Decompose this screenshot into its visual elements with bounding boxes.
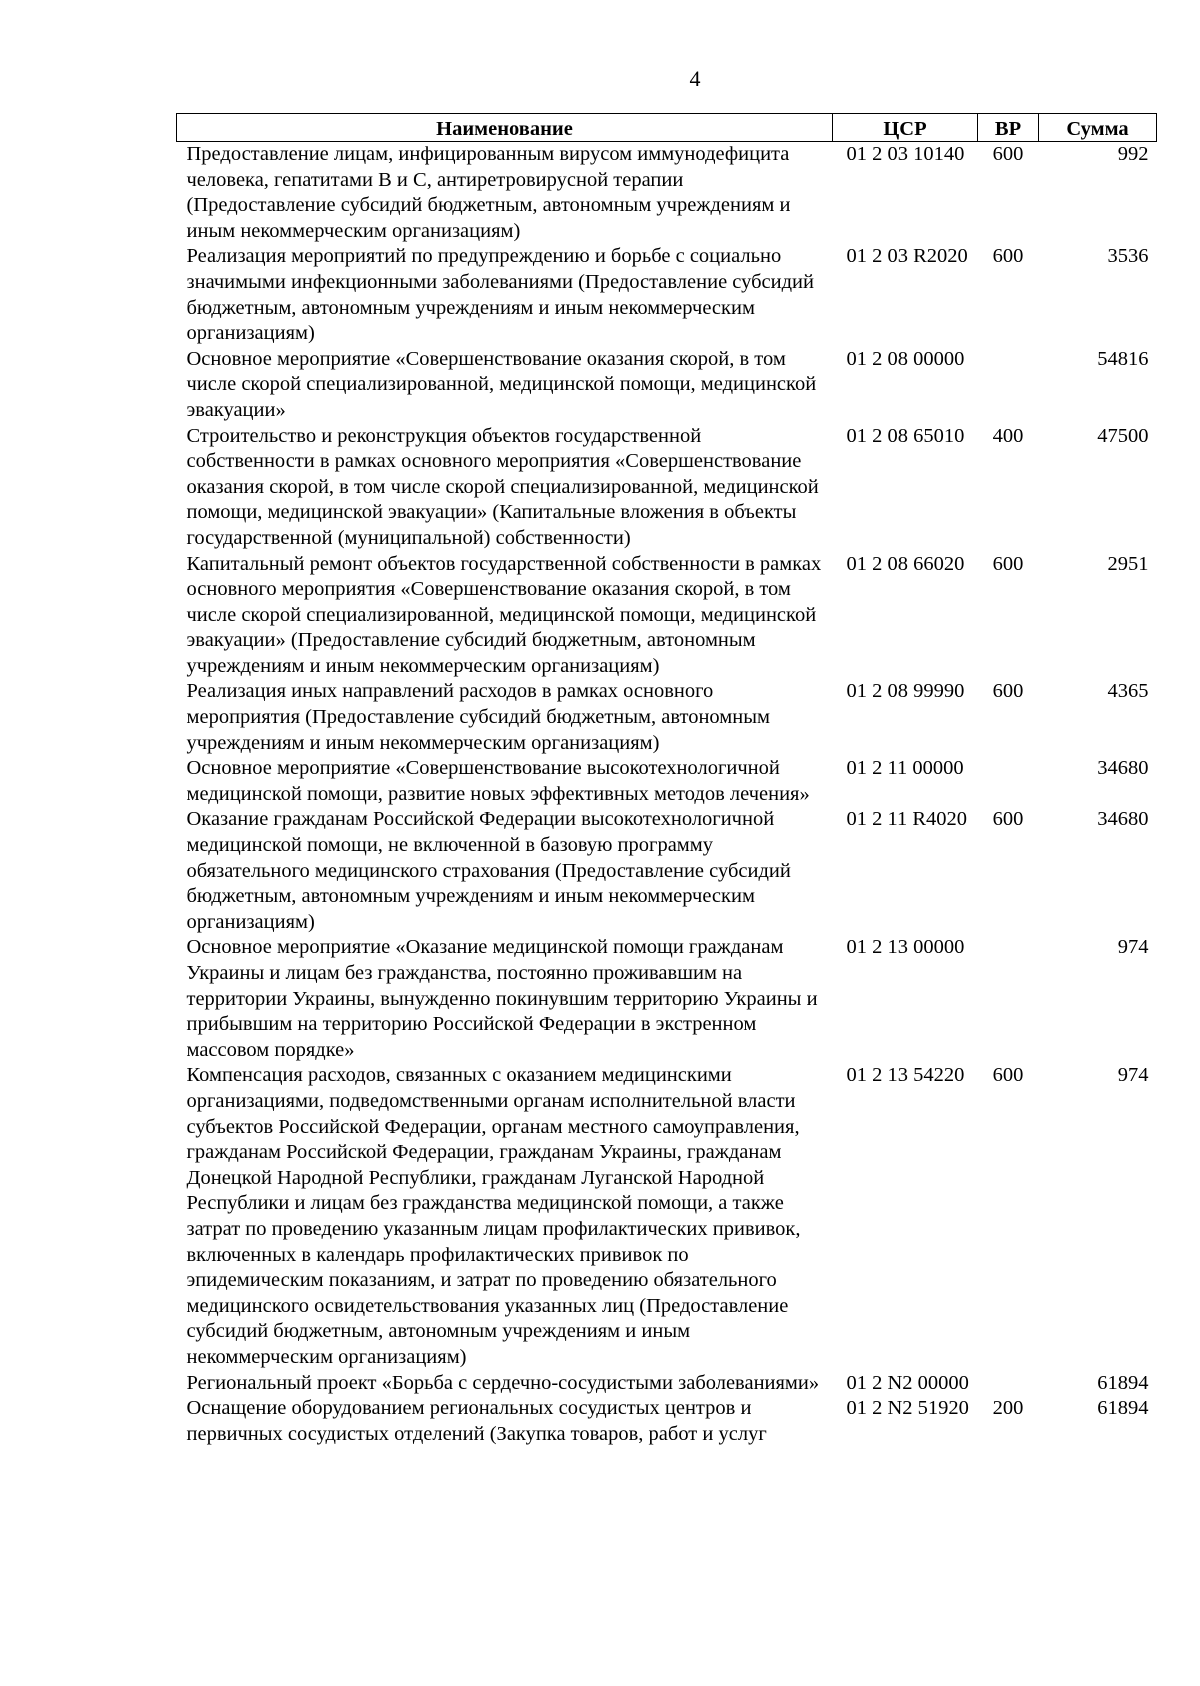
row-vr: 600 [992,245,1024,268]
header-sum: Сумма [1039,114,1157,142]
row-sum: 4365 [1107,680,1149,703]
table-row [177,1396,1157,1447]
row-name: Основное мероприятие «Оказание медицинской помощи гражданам Украины и лицам без гражданства, постоянно проживавшим на территории Украины, вынужденно покинувшим территорию Украины и прибывшим на территорию Российской Федерации в экстренном массовом порядке» [186,936,818,1061]
header-vr: ВР [978,114,1039,142]
row-csr: 01 2 03 R2020 [846,245,968,268]
row-name: Компенсация расходов, связанных с оказанием медицинскими организациями, подведомственными органам исполнительной власти субъектов Российской Федерации, органам местного самоуправления, гражданам Российской Федерации, гражданам Украины, гражданам Донецкой Народной Республики, гражданам Луганской Народной Республики и лицам без гражданства медицинской помощи, а также затрат по проведению указанным лицам профилактических прививок, включенных в календарь профилактических прививок по эпидемическим показаниям, и затрат по проведению обязательного медицинского освидетельствования указанных лиц (Предоставление субсидий бюджетным, автономным учреждениям и иным некоммерческим организациям) [186,1064,801,1368]
row-csr: 01 2 N2 00000 [846,1371,969,1394]
row-csr: 01 2 13 54220 [846,1064,965,1087]
table-row [177,1371,1157,1397]
page-number: 4 [689,66,701,91]
row-csr: 01 2 11 00000 [846,757,964,780]
table-row [177,756,1157,807]
row-name: Основное мероприятие «Совершенствование высокотехнологичной медицинской помощи, развитие новых эффективных методов лечения» [186,757,810,805]
table-row [177,244,1157,346]
row-csr: 01 2 11 R4020 [846,808,968,831]
row-vr: 200 [992,1397,1024,1420]
row-name: Предоставление лицам, инфицированным вирусом иммунодефицита человека, гепатитами B и C, антиретровирусной терапии (Предоставление субсидий бюджетным, автономным учреждениям и иным некоммерческим организациям) [186,143,791,242]
row-name: Строительство и реконструкция объектов государственной собственности в рамках основного мероприятия «Совершенствование оказания скорой, в том числе скорой специализированной, медицинской помощи, медицинской эвакуации» (Капитальные вложения в объекты государственной (муниципальной) собственности) [186,424,819,549]
table-row [177,142,1157,245]
row-sum: 974 [1117,936,1149,959]
table-row [177,347,1157,424]
row-csr: 01 2 13 00000 [846,936,965,959]
row-sum: 47500 [1097,424,1149,447]
table-row [177,1063,1157,1370]
row-csr: 01 2 08 65010 [846,424,965,447]
table-row [177,807,1157,935]
row-vr: 600 [992,1064,1024,1087]
row-name: Капитальный ремонт объектов государственной собственности в рамках основного мероприятия «Совершенствование оказания скорой, в том числе скорой специализированной, медицинской помощи, медицинской эвакуации» (Предоставление субсидий бюджетным, автономным учреждениям и иным некоммерческим организациям) [186,552,822,677]
row-csr: 01 2 08 99990 [846,680,965,703]
row-sum: 61894 [1097,1371,1149,1394]
row-vr: 600 [992,552,1024,575]
row-vr [978,1371,1039,1397]
row-sum: 3536 [1107,245,1149,268]
row-vr [978,347,1039,424]
row-csr: 01 2 08 00000 [846,347,965,370]
row-sum: 992 [1117,143,1149,165]
table-row [177,935,1157,1063]
row-name: Основное мероприятие «Совершенствование оказания скорой, в том числе скорой специализированной, медицинской помощи, медицинской эвакуации» [186,347,817,421]
header-csr: ЦСР [833,114,978,142]
row-csr: 01 2 08 66020 [846,552,965,575]
row-name: Региональный проект «Борьба с сердечно-сосудистыми заболеваниями» [186,1371,820,1394]
table-row [177,424,1157,552]
row-csr: 01 2 03 10140 [846,143,965,165]
row-csr: 01 2 N2 51920 [846,1397,969,1420]
row-vr: 600 [992,680,1024,703]
budget-table [176,113,1157,1447]
table-row [177,679,1157,756]
row-vr: 600 [992,808,1024,831]
row-sum: 974 [1117,1064,1149,1087]
row-vr: 600 [992,143,1024,165]
row-sum: 61894 [1097,1397,1149,1420]
row-vr [978,756,1039,807]
row-name: Оснащение оборудованием региональных сосудистых центров и первичных сосудистых отделений (Закупка товаров, работ и услуг [186,1397,767,1445]
header-name: Наименование [177,114,833,142]
row-sum: 54816 [1097,347,1149,370]
table-header-row [177,114,1157,142]
row-sum: 2951 [1107,552,1149,575]
row-sum: 34680 [1097,808,1149,831]
row-sum: 34680 [1097,757,1149,780]
row-vr: 400 [992,424,1024,447]
table-row [177,552,1157,680]
row-name: Реализация иных направлений расходов в рамках основного мероприятия (Предоставление субсидий бюджетным, автономным учреждениям и иным некоммерческим организациям) [186,680,770,754]
row-vr [978,935,1039,1063]
row-name: Реализация мероприятий по предупреждению и борьбе с социально значимыми инфекционными заболеваниями (Предоставление субсидий бюджетным, автономным учреждениям и иным некоммерческим организациям) [186,245,814,345]
row-name: Оказание гражданам Российской Федерации высокотехнологичной медицинской помощи, не включенной в базовую программу обязательного медицинского страхования (Предоставление субсидий бюджетным, автономным учреждениям и иным некоммерческим организациям) [186,808,791,933]
